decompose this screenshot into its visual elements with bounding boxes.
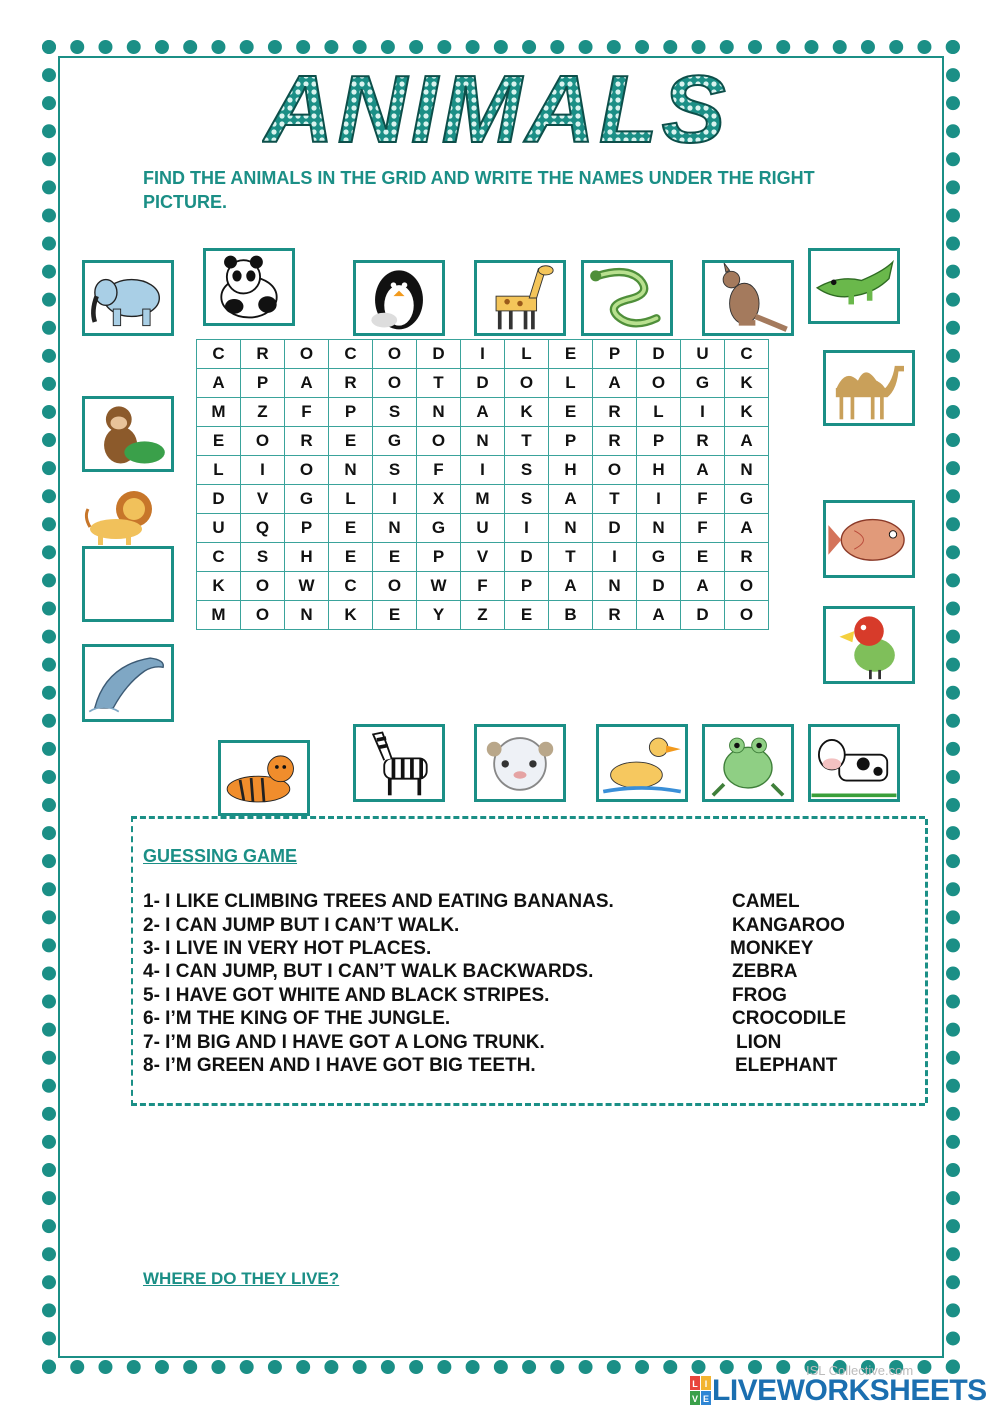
grid-cell: O — [725, 572, 769, 601]
liveworksheets-logo — [690, 1374, 987, 1408]
grid-cell: N — [725, 456, 769, 485]
grid-cell: L — [197, 456, 241, 485]
crocodile-icon — [811, 251, 897, 321]
grid-cell: A — [549, 572, 593, 601]
grid-cell: H — [637, 456, 681, 485]
logo-badge-icon — [690, 1376, 712, 1406]
grid-cell: W — [417, 572, 461, 601]
giraffe-icon — [477, 263, 563, 333]
page-title — [262, 64, 732, 154]
parrot-picture — [823, 606, 915, 684]
panda-picture — [203, 248, 295, 326]
grid-cell: L — [549, 369, 593, 398]
kangaroo-picture — [702, 260, 794, 336]
grid-cell: I — [593, 543, 637, 572]
grid-cell: S — [373, 398, 417, 427]
grid-cell: X — [417, 485, 461, 514]
grid-row — [197, 369, 769, 398]
tiger-picture — [218, 740, 310, 816]
grid-cell: L — [329, 485, 373, 514]
clue-1: 1- I LIKE CLIMBING TREES AND EATING BANANAS. — [143, 891, 614, 912]
grid-cell: E — [329, 514, 373, 543]
grid-cell: R — [725, 543, 769, 572]
grid-row — [197, 572, 769, 601]
grid-cell: I — [461, 340, 505, 369]
grid-cell: O — [373, 572, 417, 601]
dolphin-picture — [82, 644, 174, 722]
penguin-icon — [356, 263, 442, 333]
grid-cell: G — [637, 543, 681, 572]
fish-picture — [823, 500, 915, 578]
answer-word-5: FROG — [732, 985, 787, 1006]
grid-cell: E — [373, 543, 417, 572]
grid-cell: N — [637, 514, 681, 543]
where-heading: WHERE DO THEY LIVE? — [143, 1269, 340, 1288]
grid-cell: V — [461, 543, 505, 572]
grid-cell: I — [373, 485, 417, 514]
clue-6: 6- I’M THE KING OF THE JUNGLE. — [143, 1008, 451, 1029]
grid-cell: A — [285, 369, 329, 398]
grid-cell: I — [505, 514, 549, 543]
grid-row — [197, 485, 769, 514]
grid-cell: K — [197, 572, 241, 601]
grid-cell: I — [681, 398, 725, 427]
elephant-icon — [85, 263, 171, 333]
monkey-icon — [85, 399, 171, 469]
grid-cell: C — [197, 543, 241, 572]
grid-cell: A — [197, 369, 241, 398]
grid-cell: O — [241, 601, 285, 630]
cow-icon — [811, 727, 897, 799]
grid-cell: P — [241, 369, 285, 398]
grid-cell: E — [681, 543, 725, 572]
grid-cell: B — [549, 601, 593, 630]
grid-cell: C — [329, 340, 373, 369]
clue-4: 4- I CAN JUMP, BUT I CAN’T WALK BACKWARDS. — [143, 961, 594, 982]
grid-cell: D — [197, 485, 241, 514]
grid-cell: L — [505, 340, 549, 369]
answer-word-7: LION — [736, 1032, 782, 1053]
grid-cell: G — [725, 485, 769, 514]
logo-text: LIVEWORKSHEETS — [712, 1374, 987, 1407]
grid-cell: D — [461, 369, 505, 398]
grid-cell: E — [329, 543, 373, 572]
snake-picture — [581, 260, 673, 336]
grid-cell: D — [637, 572, 681, 601]
clue-5: 5- I HAVE GOT WHITE AND BLACK STRIPES. — [143, 985, 550, 1006]
grid-cell: A — [637, 601, 681, 630]
grid-cell: T — [593, 485, 637, 514]
duck-picture — [596, 724, 688, 802]
grid-cell: N — [461, 427, 505, 456]
empty-picture-box — [82, 546, 174, 622]
answer-word-2: KANGAROO — [732, 915, 845, 936]
cow-picture — [808, 724, 900, 802]
svg-text:V: V — [691, 1394, 699, 1404]
grid-row — [197, 340, 769, 369]
camel-picture — [823, 350, 915, 426]
grid-cell: P — [637, 427, 681, 456]
monkey-picture — [82, 396, 174, 472]
grid-cell: R — [593, 427, 637, 456]
grid-cell: R — [285, 427, 329, 456]
grid-cell: T — [505, 427, 549, 456]
grid-cell: A — [461, 398, 505, 427]
grid-cell: N — [285, 601, 329, 630]
svg-text:L: L — [692, 1379, 698, 1389]
grid-cell: P — [549, 427, 593, 456]
fish-icon — [826, 503, 912, 575]
grid-cell: E — [505, 601, 549, 630]
grid-cell: G — [417, 514, 461, 543]
grid-cell: V — [241, 485, 285, 514]
lion-icon — [82, 487, 174, 547]
grid-cell: R — [329, 369, 373, 398]
grid-row — [197, 601, 769, 630]
grid-cell: Z — [461, 601, 505, 630]
grid-cell: K — [725, 398, 769, 427]
zebra-icon — [356, 727, 442, 799]
grid-cell: F — [681, 514, 725, 543]
grid-cell: C — [197, 340, 241, 369]
grid-cell: O — [373, 340, 417, 369]
grid-row — [197, 514, 769, 543]
grid-cell: S — [505, 456, 549, 485]
grid-cell: D — [417, 340, 461, 369]
grid-cell: A — [681, 572, 725, 601]
grid-cell: E — [549, 398, 593, 427]
grid-cell: S — [505, 485, 549, 514]
guessing-game-heading: GUESSING GAME — [143, 846, 298, 866]
grid-cell: O — [725, 601, 769, 630]
frog-picture — [702, 724, 794, 802]
grid-cell: F — [681, 485, 725, 514]
clue-8: 8- I’M GREEN AND I HAVE GOT BIG TEETH. — [143, 1055, 536, 1076]
grid-row — [197, 398, 769, 427]
grid-cell: M — [197, 398, 241, 427]
answer-word-1: CAMEL — [732, 891, 800, 912]
grid-cell: U — [197, 514, 241, 543]
grid-cell: P — [505, 572, 549, 601]
grid-cell: R — [593, 398, 637, 427]
grid-cell: I — [637, 485, 681, 514]
grid-cell: S — [241, 543, 285, 572]
grid-cell: E — [197, 427, 241, 456]
title-text: ANIMALS — [264, 64, 730, 154]
grid-cell: O — [285, 456, 329, 485]
grid-cell: E — [549, 340, 593, 369]
penguin-picture — [353, 260, 445, 336]
panda-icon — [206, 251, 292, 323]
grid-cell: W — [285, 572, 329, 601]
grid-row — [197, 543, 769, 572]
grid-cell: A — [549, 485, 593, 514]
grid-cell: G — [681, 369, 725, 398]
grid-cell: A — [681, 456, 725, 485]
grid-cell: O — [285, 340, 329, 369]
grid-cell: I — [461, 456, 505, 485]
grid-cell: O — [241, 572, 285, 601]
frog-icon — [705, 727, 791, 799]
crocodile-picture — [808, 248, 900, 324]
sheep-picture — [474, 724, 566, 802]
svg-text:E: E — [702, 1394, 710, 1404]
parrot-icon — [826, 609, 912, 681]
grid-cell: R — [681, 427, 725, 456]
grid-cell: O — [417, 427, 461, 456]
camel-icon — [826, 353, 912, 423]
watermark: ISL Collective.com — [806, 1363, 914, 1378]
grid-cell: N — [549, 514, 593, 543]
answer-word-8: ELEPHANT — [735, 1055, 838, 1076]
svg-text:I: I — [704, 1379, 708, 1389]
grid-cell: C — [329, 572, 373, 601]
grid-cell: F — [461, 572, 505, 601]
lion-picture — [82, 487, 174, 547]
grid-cell: H — [285, 543, 329, 572]
zebra-picture — [353, 724, 445, 802]
grid-cell: E — [329, 427, 373, 456]
dolphin-icon — [85, 647, 171, 719]
grid-cell: U — [461, 514, 505, 543]
elephant-picture — [82, 260, 174, 336]
tiger-icon — [221, 743, 307, 813]
grid-cell: Y — [417, 601, 461, 630]
grid-cell: L — [637, 398, 681, 427]
grid-cell: P — [285, 514, 329, 543]
instructions: FIND THE ANIMALS IN THE GRID AND WRITE THE NAMES UNDER THE RIGHT PICTURE. — [143, 168, 815, 212]
grid-cell: H — [549, 456, 593, 485]
grid-cell: G — [373, 427, 417, 456]
grid-cell: N — [417, 398, 461, 427]
word-search-grid — [196, 339, 769, 630]
clue-7: 7- I’M BIG AND I HAVE GOT A LONG TRUNK. — [143, 1032, 545, 1053]
grid-cell: O — [593, 456, 637, 485]
grid-cell: N — [593, 572, 637, 601]
answer-word-6: CROCODILE — [732, 1008, 846, 1029]
grid-cell: P — [593, 340, 637, 369]
grid-cell: D — [593, 514, 637, 543]
grid-cell: U — [681, 340, 725, 369]
grid-cell: K — [329, 601, 373, 630]
grid-cell: P — [329, 398, 373, 427]
grid-cell: A — [593, 369, 637, 398]
grid-cell: A — [725, 514, 769, 543]
duck-icon — [599, 727, 685, 799]
grid-cell: T — [417, 369, 461, 398]
grid-cell: E — [373, 601, 417, 630]
grid-cell: O — [505, 369, 549, 398]
sheep-icon — [477, 727, 563, 799]
grid-cell: Q — [241, 514, 285, 543]
grid-cell: D — [637, 340, 681, 369]
grid-cell: K — [505, 398, 549, 427]
grid-cell: I — [241, 456, 285, 485]
grid-cell: F — [417, 456, 461, 485]
grid-cell: M — [197, 601, 241, 630]
grid-cell: Z — [241, 398, 285, 427]
grid-cell: O — [373, 369, 417, 398]
grid-row — [197, 456, 769, 485]
grid-cell: R — [241, 340, 285, 369]
grid-cell: O — [637, 369, 681, 398]
answer-word-3: MONKEY — [730, 938, 814, 959]
kangaroo-icon — [705, 263, 791, 333]
grid-cell: R — [593, 601, 637, 630]
grid-cell: D — [505, 543, 549, 572]
grid-cell: N — [329, 456, 373, 485]
grid-cell: T — [549, 543, 593, 572]
clue-3: 3- I LIVE IN VERY HOT PLACES. — [143, 938, 432, 959]
grid-cell: O — [241, 427, 285, 456]
answer-word-4: ZEBRA — [732, 961, 798, 982]
grid-cell: D — [681, 601, 725, 630]
grid-row — [197, 427, 769, 456]
grid-cell: M — [461, 485, 505, 514]
clue-2: 2- I CAN JUMP BUT I CAN’T WALK. — [143, 915, 460, 936]
grid-cell: S — [373, 456, 417, 485]
grid-cell: A — [725, 427, 769, 456]
grid-cell: P — [417, 543, 461, 572]
giraffe-picture — [474, 260, 566, 336]
grid-cell: F — [285, 398, 329, 427]
grid-cell: C — [725, 340, 769, 369]
grid-cell: K — [725, 369, 769, 398]
snake-icon — [584, 263, 670, 333]
grid-cell: G — [285, 485, 329, 514]
grid-cell: N — [373, 514, 417, 543]
